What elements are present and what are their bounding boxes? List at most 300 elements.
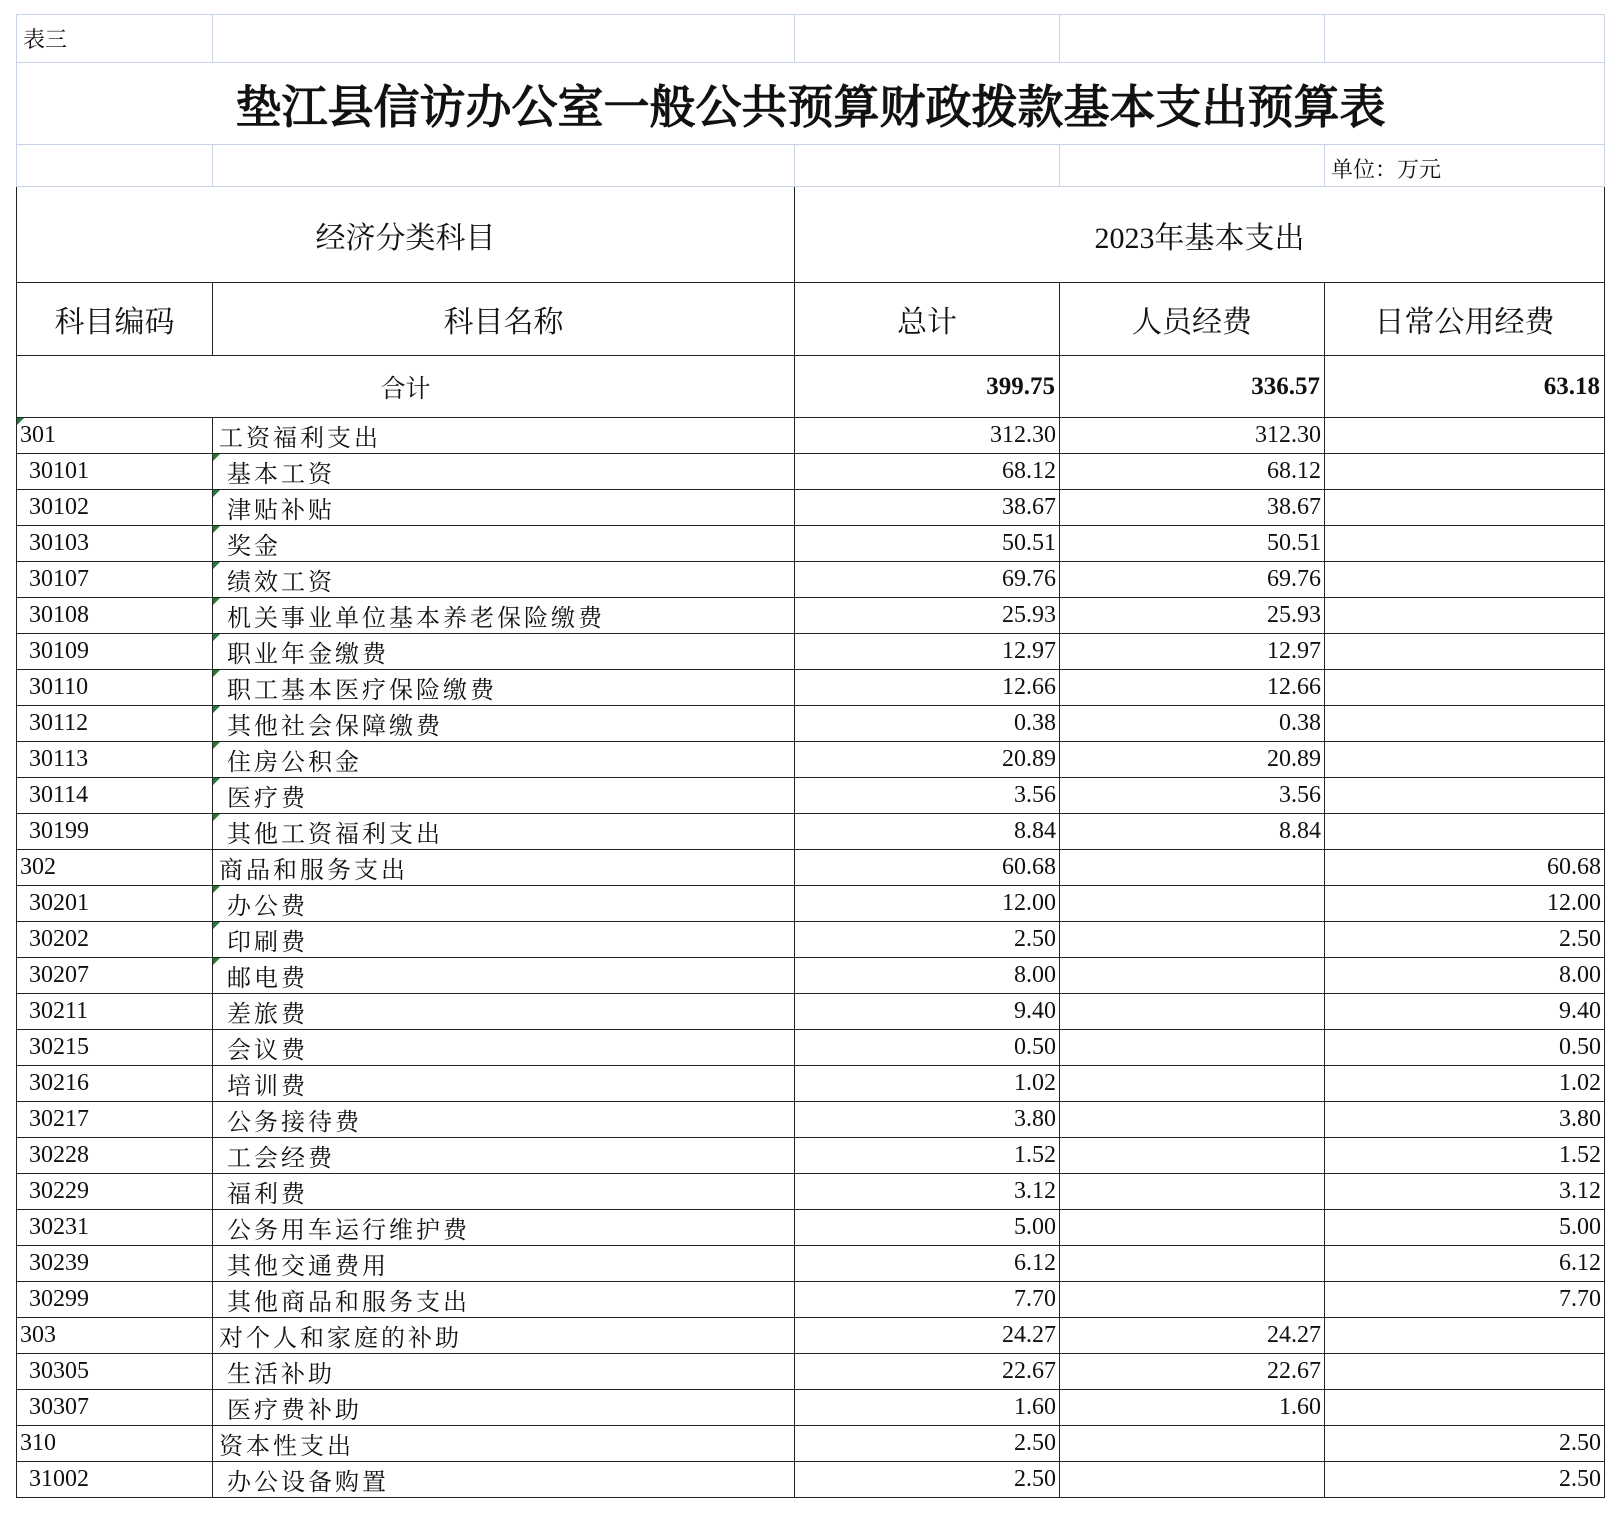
name-cell[interactable] (213, 886, 795, 922)
personnel-cell[interactable] (1060, 850, 1325, 886)
code-cell-text: 30101 (29, 458, 89, 484)
personnel-cell-text: 38.67 (1267, 494, 1321, 520)
comment-indicator-icon (213, 814, 220, 821)
total-cell[interactable] (795, 850, 1060, 886)
public-cell[interactable] (1325, 598, 1605, 634)
total-cell[interactable] (795, 994, 1060, 1030)
total-cell[interactable] (795, 598, 1060, 634)
table-row (17, 994, 1605, 1030)
name-cell-text: 培训费 (227, 1072, 308, 1100)
header-name[interactable]: 科目名称 (213, 283, 795, 356)
code-cell-text: 302 (20, 854, 56, 880)
total-cell-text: 0.50 (1014, 1034, 1056, 1060)
total-sum[interactable]: 399.75 (795, 356, 1060, 418)
public-cell[interactable] (1325, 886, 1605, 922)
code-cell-text: 31002 (29, 1466, 89, 1492)
personnel-cell[interactable] (1060, 1282, 1325, 1318)
total-cell[interactable] (795, 454, 1060, 490)
total-cell[interactable] (795, 1246, 1060, 1282)
header-row-1 (17, 187, 1605, 283)
name-cell-text: 办公设备购置 (227, 1468, 389, 1496)
public-cell-text: 2.50 (1559, 1466, 1601, 1492)
personnel-cell[interactable] (1060, 706, 1325, 742)
header-public[interactable]: 日常公用经费 (1325, 283, 1605, 356)
name-cell[interactable] (213, 1246, 795, 1282)
header-year-expense[interactable]: 2023年基本支出 (795, 187, 1605, 283)
comment-indicator-icon (213, 490, 220, 497)
name-cell-text: 其他社会保障缴费 (227, 712, 443, 740)
name-cell-text: 医疗费 (227, 784, 308, 812)
total-cell[interactable] (795, 1426, 1060, 1462)
name-cell-text: 医疗费补助 (227, 1396, 362, 1424)
personnel-cell[interactable] (1060, 1318, 1325, 1354)
comment-indicator-icon (213, 778, 220, 785)
table-row (17, 706, 1605, 742)
code-cell[interactable] (17, 598, 213, 634)
table-row (17, 1066, 1605, 1102)
public-cell-text: 60.68 (1547, 854, 1601, 880)
comment-indicator-icon (213, 562, 220, 569)
total-cell[interactable] (795, 670, 1060, 706)
personnel-cell[interactable] (1060, 1030, 1325, 1066)
personnel-cell[interactable] (1060, 742, 1325, 778)
name-cell[interactable] (213, 814, 795, 850)
total-cell-text: 0.38 (1014, 710, 1056, 736)
code-cell-text: 30239 (29, 1250, 89, 1276)
personnel-cell-text: 50.51 (1267, 530, 1321, 556)
code-cell-text: 30113 (29, 746, 89, 772)
total-cell[interactable] (795, 886, 1060, 922)
name-cell[interactable] (213, 418, 795, 454)
code-cell[interactable] (17, 1174, 213, 1210)
code-cell-text: 30231 (29, 1214, 89, 1240)
name-cell[interactable] (213, 742, 795, 778)
public-cell[interactable] (1325, 490, 1605, 526)
name-cell-text: 职业年金缴费 (227, 640, 389, 668)
comment-indicator-icon (213, 706, 220, 713)
name-cell[interactable] (213, 994, 795, 1030)
name-cell[interactable] (213, 670, 795, 706)
code-cell[interactable] (17, 418, 213, 454)
code-cell[interactable] (17, 1462, 213, 1498)
total-cell[interactable] (795, 490, 1060, 526)
public-cell[interactable] (1325, 526, 1605, 562)
total-cell-text: 6.12 (1014, 1250, 1056, 1276)
code-cell[interactable] (17, 886, 213, 922)
code-cell[interactable] (17, 814, 213, 850)
code-cell[interactable] (17, 994, 213, 1030)
empty-cell[interactable] (1060, 15, 1325, 63)
code-cell[interactable] (17, 1354, 213, 1390)
empty-cell[interactable] (795, 15, 1060, 63)
public-cell[interactable] (1325, 958, 1605, 994)
total-cell-text: 1.60 (1014, 1394, 1056, 1420)
name-cell[interactable] (213, 850, 795, 886)
code-cell[interactable] (17, 1246, 213, 1282)
code-cell-text: 30107 (29, 566, 89, 592)
total-cell-text: 3.12 (1014, 1178, 1056, 1204)
personnel-cell[interactable] (1060, 814, 1325, 850)
table-row (17, 526, 1605, 562)
total-cell-text: 12.66 (1002, 674, 1056, 700)
total-cell[interactable] (795, 1282, 1060, 1318)
table-row (17, 886, 1605, 922)
public-cell[interactable] (1325, 1102, 1605, 1138)
table-row (17, 1210, 1605, 1246)
total-cell[interactable] (795, 1102, 1060, 1138)
personnel-cell-text: 68.12 (1267, 458, 1321, 484)
total-cell-text: 3.80 (1014, 1106, 1056, 1132)
header-total[interactable]: 总计 (795, 283, 1060, 356)
personnel-cell[interactable] (1060, 1354, 1325, 1390)
table-row (17, 1030, 1605, 1066)
public-cell[interactable] (1325, 1066, 1605, 1102)
name-cell[interactable] (213, 1318, 795, 1354)
name-cell-text: 公务接待费 (227, 1108, 362, 1136)
total-cell[interactable] (795, 1318, 1060, 1354)
name-cell[interactable] (213, 490, 795, 526)
name-cell-text: 办公费 (227, 892, 308, 920)
personnel-cell-text: 312.30 (1255, 422, 1321, 448)
header-code[interactable]: 科目编码 (17, 283, 213, 356)
personnel-cell[interactable] (1060, 634, 1325, 670)
public-cell[interactable] (1325, 1462, 1605, 1498)
name-cell[interactable] (213, 1066, 795, 1102)
name-cell[interactable] (213, 1102, 795, 1138)
total-cell[interactable] (795, 922, 1060, 958)
comment-indicator-icon (213, 886, 220, 893)
code-cell[interactable] (17, 922, 213, 958)
total-cell-text: 5.00 (1014, 1214, 1056, 1240)
table-row (17, 1174, 1605, 1210)
name-cell[interactable] (213, 1390, 795, 1426)
personnel-cell-text: 20.89 (1267, 746, 1321, 772)
total-cell-text: 38.67 (1002, 494, 1056, 520)
public-cell-text: 12.00 (1547, 890, 1601, 916)
personnel-cell-text: 22.67 (1267, 1358, 1321, 1384)
personnel-cell-text: 12.97 (1267, 638, 1321, 664)
name-cell[interactable] (213, 526, 795, 562)
name-cell-text: 工资福利支出 (219, 424, 381, 452)
personnel-cell[interactable] (1060, 490, 1325, 526)
public-cell[interactable] (1325, 1426, 1605, 1462)
personnel-cell[interactable] (1060, 1462, 1325, 1498)
public-cell[interactable] (1325, 634, 1605, 670)
personnel-cell[interactable] (1060, 454, 1325, 490)
code-cell-text: 30215 (29, 1034, 89, 1060)
code-cell[interactable] (17, 958, 213, 994)
comment-indicator-icon (213, 526, 220, 533)
total-cell-text: 8.84 (1014, 818, 1056, 844)
name-cell-text: 生活补助 (227, 1360, 335, 1388)
empty-cell[interactable] (17, 145, 213, 187)
public-cell[interactable] (1325, 814, 1605, 850)
personnel-cell[interactable] (1060, 1138, 1325, 1174)
code-cell[interactable] (17, 778, 213, 814)
name-cell-text: 其他工资福利支出 (227, 820, 443, 848)
total-cell-text: 7.70 (1014, 1286, 1056, 1312)
code-cell[interactable] (17, 706, 213, 742)
name-cell[interactable] (213, 958, 795, 994)
code-cell-text: 30102 (29, 494, 89, 520)
public-cell-text: 8.00 (1559, 962, 1601, 988)
personnel-cell[interactable] (1060, 1426, 1325, 1462)
public-cell[interactable] (1325, 1174, 1605, 1210)
public-cell[interactable] (1325, 1282, 1605, 1318)
code-cell-text: 30216 (29, 1070, 89, 1096)
code-cell[interactable] (17, 490, 213, 526)
total-cell[interactable] (795, 1210, 1060, 1246)
public-cell[interactable] (1325, 454, 1605, 490)
personnel-cell[interactable] (1060, 994, 1325, 1030)
total-cell-text: 69.76 (1002, 566, 1056, 592)
table-row (17, 670, 1605, 706)
total-cell[interactable] (795, 526, 1060, 562)
personnel-cell[interactable] (1060, 1102, 1325, 1138)
name-cell[interactable] (213, 1462, 795, 1498)
public-cell[interactable] (1325, 706, 1605, 742)
public-cell[interactable] (1325, 1246, 1605, 1282)
personnel-cell[interactable] (1060, 670, 1325, 706)
total-cell-text: 3.56 (1014, 782, 1056, 808)
total-cell-text: 68.12 (1002, 458, 1056, 484)
name-cell-text: 奖金 (227, 532, 281, 560)
empty-cell[interactable] (795, 145, 1060, 187)
name-cell[interactable] (213, 778, 795, 814)
name-cell[interactable] (213, 562, 795, 598)
code-cell-text: 30228 (29, 1142, 89, 1168)
code-cell[interactable] (17, 562, 213, 598)
total-cell-text: 1.02 (1014, 1070, 1056, 1096)
total-cell[interactable] (795, 958, 1060, 994)
total-cell-text: 1.52 (1014, 1142, 1056, 1168)
public-cell[interactable] (1325, 1210, 1605, 1246)
header-row-2 (17, 283, 1605, 356)
label-row (17, 15, 1605, 63)
total-cell[interactable] (795, 1390, 1060, 1426)
empty-cell[interactable] (213, 15, 795, 63)
total-cell[interactable] (795, 1138, 1060, 1174)
table-row (17, 562, 1605, 598)
name-cell-text: 福利费 (227, 1180, 308, 1208)
table-row (17, 454, 1605, 490)
code-cell[interactable] (17, 1390, 213, 1426)
code-cell-text: 310 (20, 1430, 56, 1456)
code-cell[interactable] (17, 742, 213, 778)
total-public[interactable]: 63.18 (1325, 356, 1605, 418)
code-cell[interactable] (17, 670, 213, 706)
total-personnel[interactable]: 336.57 (1060, 356, 1325, 418)
table-row (17, 922, 1605, 958)
personnel-cell[interactable] (1060, 1066, 1325, 1102)
total-cell-text: 9.40 (1014, 998, 1056, 1024)
name-cell[interactable] (213, 1426, 795, 1462)
name-cell-text: 基本工资 (227, 460, 335, 488)
personnel-cell[interactable] (1060, 1174, 1325, 1210)
personnel-cell[interactable] (1060, 1390, 1325, 1426)
personnel-cell[interactable] (1060, 598, 1325, 634)
public-cell-text: 1.02 (1559, 1070, 1601, 1096)
public-cell[interactable] (1325, 922, 1605, 958)
code-cell-text: 30114 (29, 782, 89, 808)
total-cell-text: 312.30 (990, 422, 1056, 448)
name-cell-text: 津贴补贴 (227, 496, 335, 524)
total-cell[interactable] (795, 1462, 1060, 1498)
table-row (17, 814, 1605, 850)
code-cell-text: 30103 (29, 530, 89, 556)
table-row (17, 634, 1605, 670)
public-cell[interactable] (1325, 1354, 1605, 1390)
public-cell[interactable] (1325, 850, 1605, 886)
name-cell-text: 其他商品和服务支出 (227, 1288, 470, 1316)
table-row (17, 418, 1605, 454)
comment-indicator-icon (213, 670, 220, 677)
comment-indicator-icon (213, 634, 220, 641)
name-cell[interactable] (213, 634, 795, 670)
public-cell-text: 7.70 (1559, 1286, 1601, 1312)
name-cell-text: 绩效工资 (227, 568, 335, 596)
code-cell-text: 30109 (29, 638, 89, 664)
code-cell[interactable] (17, 1282, 213, 1318)
table-row (17, 742, 1605, 778)
code-cell[interactable] (17, 1318, 213, 1354)
header-personnel[interactable]: 人员经费 (1060, 283, 1325, 356)
code-cell[interactable] (17, 634, 213, 670)
table-row (17, 1102, 1605, 1138)
personnel-cell[interactable] (1060, 778, 1325, 814)
public-cell[interactable] (1325, 1390, 1605, 1426)
name-cell[interactable] (213, 1354, 795, 1390)
name-cell-text: 资本性支出 (219, 1432, 354, 1460)
empty-cell[interactable] (1325, 15, 1605, 63)
personnel-cell[interactable] (1060, 922, 1325, 958)
personnel-cell-text: 1.60 (1279, 1394, 1321, 1420)
code-cell[interactable] (17, 1030, 213, 1066)
personnel-cell[interactable] (1060, 1246, 1325, 1282)
name-cell[interactable] (213, 1282, 795, 1318)
total-cell[interactable] (795, 814, 1060, 850)
total-label[interactable]: 合计 (17, 356, 795, 418)
public-cell[interactable] (1325, 994, 1605, 1030)
personnel-cell[interactable] (1060, 958, 1325, 994)
unit-label[interactable]: 单位：万元 (1325, 145, 1605, 187)
sheet-label[interactable]: 表三 (17, 15, 213, 63)
code-cell[interactable] (17, 1138, 213, 1174)
personnel-cell[interactable] (1060, 526, 1325, 562)
personnel-cell[interactable] (1060, 1210, 1325, 1246)
code-cell-text: 301 (20, 422, 56, 448)
total-cell-text: 2.50 (1014, 1466, 1056, 1492)
code-cell[interactable] (17, 1426, 213, 1462)
personnel-cell-text: 25.93 (1267, 602, 1321, 628)
total-cell[interactable] (795, 778, 1060, 814)
empty-cell[interactable] (213, 145, 795, 187)
total-cell[interactable] (795, 562, 1060, 598)
name-cell-text: 会议费 (227, 1036, 308, 1064)
table-row (17, 1246, 1605, 1282)
public-cell-text: 5.00 (1559, 1214, 1601, 1240)
code-cell[interactable] (17, 850, 213, 886)
total-cell[interactable] (795, 418, 1060, 454)
title-row (17, 63, 1605, 145)
name-cell[interactable] (213, 922, 795, 958)
personnel-cell[interactable] (1060, 886, 1325, 922)
public-cell[interactable] (1325, 742, 1605, 778)
public-cell[interactable] (1325, 562, 1605, 598)
code-cell[interactable] (17, 1102, 213, 1138)
total-cell[interactable] (795, 742, 1060, 778)
comment-indicator-icon (213, 598, 220, 605)
public-cell[interactable] (1325, 1030, 1605, 1066)
personnel-cell-text: 69.76 (1267, 566, 1321, 592)
personnel-cell-text: 12.66 (1267, 674, 1321, 700)
code-cell-text: 30199 (29, 818, 89, 844)
table-row (17, 490, 1605, 526)
public-cell[interactable] (1325, 1138, 1605, 1174)
public-cell[interactable] (1325, 1318, 1605, 1354)
table-row (17, 598, 1605, 634)
total-cell[interactable] (795, 1174, 1060, 1210)
total-cell[interactable] (795, 634, 1060, 670)
header-econ-category[interactable]: 经济分类科目 (17, 187, 795, 283)
name-cell[interactable] (213, 598, 795, 634)
code-cell-text: 30202 (29, 926, 89, 952)
public-cell[interactable] (1325, 418, 1605, 454)
code-cell[interactable] (17, 526, 213, 562)
code-cell-text: 30112 (29, 710, 89, 736)
name-cell[interactable] (213, 1210, 795, 1246)
code-cell-text: 30229 (29, 1178, 89, 1204)
table-row (17, 1390, 1605, 1426)
total-cell-text: 2.50 (1014, 1430, 1056, 1456)
personnel-cell[interactable] (1060, 418, 1325, 454)
public-cell[interactable] (1325, 670, 1605, 706)
name-cell[interactable] (213, 1138, 795, 1174)
unit-row (17, 145, 1605, 187)
name-cell-text: 职工基本医疗保险缴费 (227, 676, 497, 704)
code-cell[interactable] (17, 1210, 213, 1246)
total-cell-text: 2.50 (1014, 926, 1056, 952)
budget-table (16, 14, 1605, 1498)
name-cell[interactable] (213, 1174, 795, 1210)
page-title[interactable]: 垫江县信访办公室一般公共预算财政拨款基本支出预算表 (17, 63, 1605, 145)
public-cell-text: 2.50 (1559, 1430, 1601, 1456)
total-cell[interactable] (795, 1066, 1060, 1102)
name-cell-text: 对个人和家庭的补助 (219, 1324, 462, 1352)
name-cell[interactable] (213, 706, 795, 742)
total-cell-text: 8.00 (1014, 962, 1056, 988)
code-cell[interactable] (17, 454, 213, 490)
name-cell[interactable] (213, 1030, 795, 1066)
empty-cell[interactable] (1060, 145, 1325, 187)
table-row (17, 1426, 1605, 1462)
code-cell[interactable] (17, 1066, 213, 1102)
name-cell-text: 公务用车运行维护费 (227, 1216, 470, 1244)
total-cell[interactable] (795, 1354, 1060, 1390)
code-cell-text: 30201 (29, 890, 89, 916)
personnel-cell-text: 8.84 (1279, 818, 1321, 844)
public-cell-text: 3.80 (1559, 1106, 1601, 1132)
name-cell[interactable] (213, 454, 795, 490)
total-cell[interactable] (795, 706, 1060, 742)
personnel-cell[interactable] (1060, 562, 1325, 598)
comment-indicator-icon (213, 958, 220, 965)
code-cell-text: 30305 (29, 1358, 89, 1384)
name-cell-text: 差旅费 (227, 1000, 308, 1028)
total-cell[interactable] (795, 1030, 1060, 1066)
public-cell[interactable] (1325, 778, 1605, 814)
personnel-cell-text: 3.56 (1279, 782, 1321, 808)
